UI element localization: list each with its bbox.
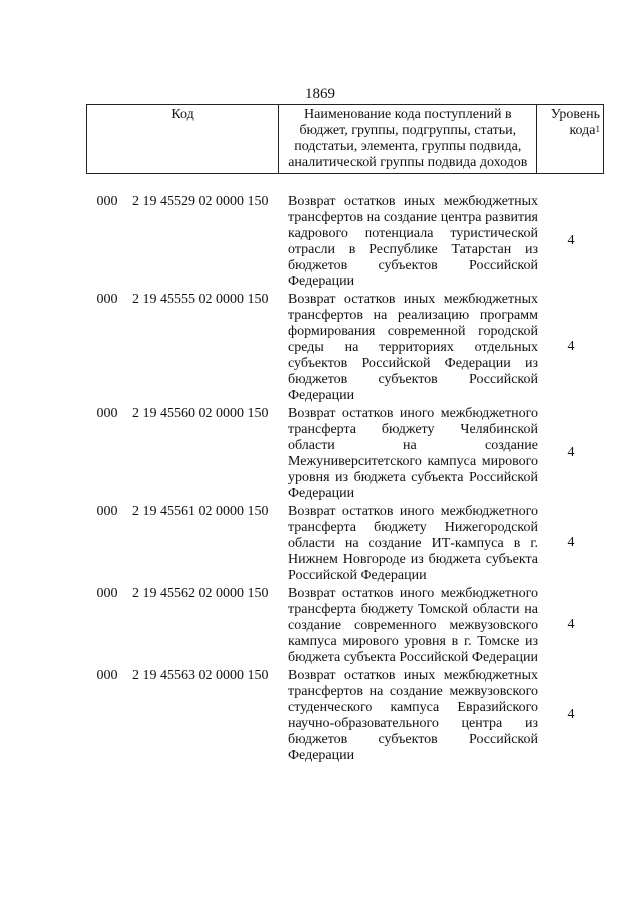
- revenue-code: 2 19 45555 02 0000 150: [132, 292, 269, 307]
- table-row: [86, 290, 604, 404]
- footnote-marker: 1: [595, 124, 600, 134]
- header-level-label: Уровень кода: [550, 107, 600, 138]
- revenue-code: 2 19 45529 02 0000 150: [132, 194, 269, 209]
- revenue-code: 2 19 45561 02 0000 150: [132, 504, 269, 519]
- code-level: 4: [567, 535, 575, 550]
- admin-code: 000: [96, 406, 118, 421]
- revenue-name: Возврат остатков иного межбюджетного трансферта бюджету Нижегородской области на создание ИТ-кампуса в г. Нижнем Новгороде из бюджета субъекта Российской Федерации: [288, 504, 538, 583]
- revenue-name: Возврат остатков иных межбюджетных трансфертов на создание межвузовского студенческого кампуса Евразийского научно-образовательного центра из бюджетов субъектов Российской Федерации: [288, 668, 538, 763]
- admin-code: 000: [96, 586, 118, 601]
- code-level: 4: [567, 617, 575, 632]
- revenue-code: 2 19 45562 02 0000 150: [132, 586, 269, 601]
- code-level: 4: [567, 445, 575, 460]
- table-row: [86, 666, 604, 764]
- header-code: Код: [87, 105, 279, 174]
- header-name: Наименование кода поступлений в бюджет, группы, подгруппы, статьи, подстатьи, элемента, группы подвида, аналитической группы подвида доходов: [279, 105, 537, 174]
- revenue-name: Возврат остатков иного межбюджетного трансферта бюджету Томской области на создание современного межвузовского кампуса мирового уровня в г. Томске из бюджета субъекта Российской Федерации: [288, 586, 539, 665]
- admin-code: 000: [96, 292, 118, 307]
- table-row: [86, 584, 604, 666]
- revenue-code: 2 19 45563 02 0000 150: [132, 668, 269, 683]
- table-row: [86, 502, 604, 584]
- table-row: [86, 404, 604, 502]
- table-row: [86, 192, 604, 290]
- admin-code: 000: [96, 668, 118, 683]
- table-header: [86, 104, 604, 174]
- header-row: [87, 105, 604, 174]
- code-level: 4: [567, 233, 575, 248]
- code-level: 4: [567, 707, 575, 722]
- header-level: [537, 105, 604, 174]
- table-body: [86, 192, 604, 764]
- revenue-name: Возврат остатков иных межбюджетных трансфертов на реализацию программ формирования современной городской среды на территориях отдельных субъектов Российской Федерации из бюджетов субъектов Российской Федерации: [288, 292, 538, 403]
- admin-code: 000: [96, 504, 118, 519]
- revenue-code: 2 19 45560 02 0000 150: [132, 406, 269, 421]
- revenue-name: Возврат остатков иного межбюджетного трансферта бюджету Челябинской области на создание Межуниверситетского кампуса мирового уровня из бюджета субъекта Российской Федерации: [288, 406, 538, 501]
- admin-code: 000: [96, 194, 118, 209]
- code-level: 4: [567, 339, 575, 354]
- revenue-name: Возврат остатков иных межбюджетных трансфертов на создание центра развития кадрового потенциала туристической отрасли в Республике Татарстан из бюджетов субъектов Российской Федерации: [288, 194, 538, 289]
- page-number: 1869: [305, 86, 335, 102]
